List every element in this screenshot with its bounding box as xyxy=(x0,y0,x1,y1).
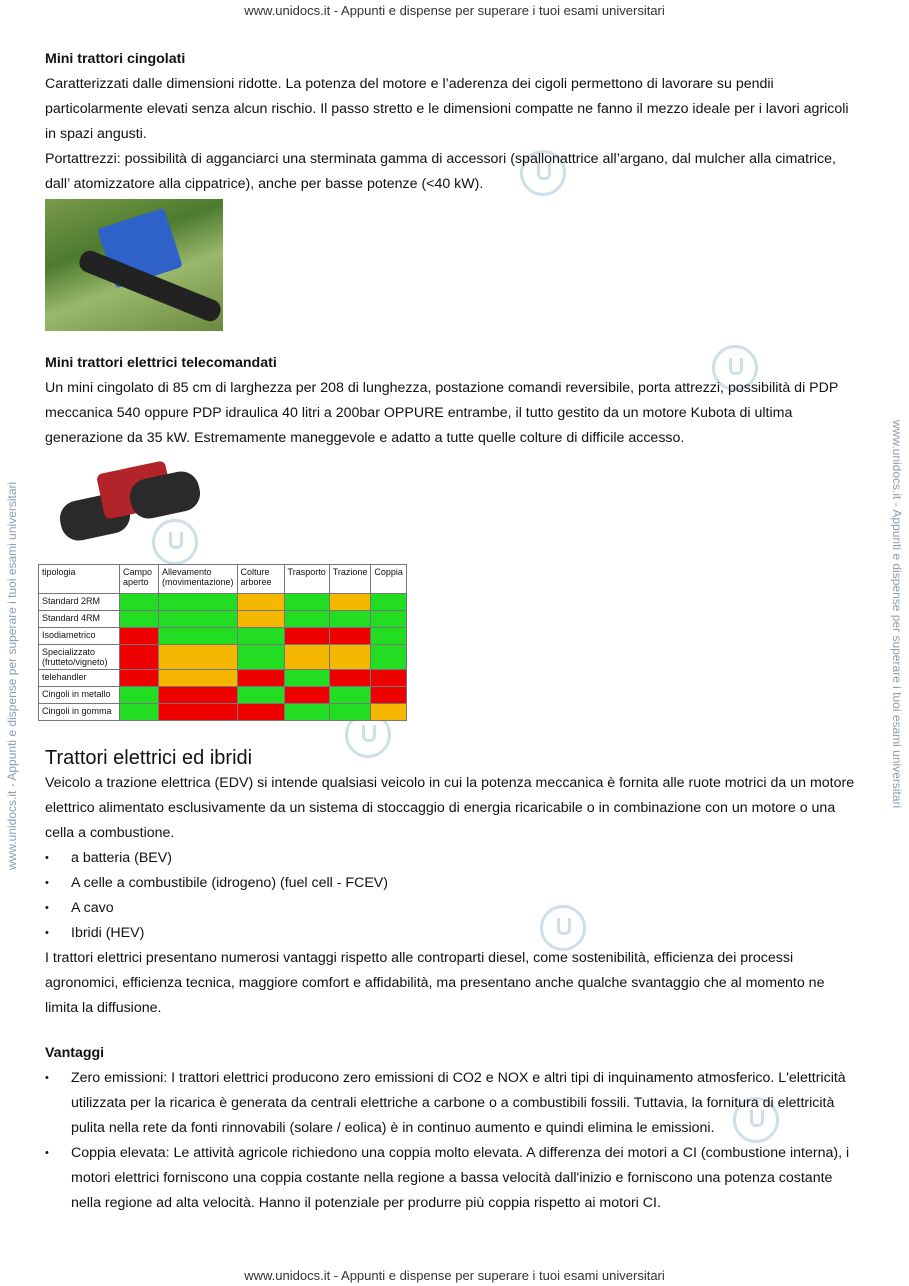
rating-cell-red xyxy=(284,687,329,704)
column-header: Coppia xyxy=(371,565,407,594)
paragraph: I trattori elettrici presentano numerosi vantaggi rispetto alle controparti diesel, come sostenibilità, efficienza dei processi agronomici, efficienza tecnica, maggiore comfort e affidabilità, ma presentano anche qualche svantaggio che al momento ne limita la diffusione. xyxy=(45,950,825,1016)
row-label: Specializzato (frutteto/vigneto) xyxy=(39,645,120,670)
rating-cell-green xyxy=(120,594,159,611)
table-header-row xyxy=(39,565,407,594)
rating-cell-yellow xyxy=(159,645,238,670)
paragraph: Un mini cingolato di 85 cm di larghezza per 208 di lunghezza, postazione comandi reversibile, porta attrezzi, possibilità di PDP meccanica 540 oppure PDP idraulica 40 litri a 200bar OPPURE entrambe, il tutto gestito da un motore Kubota di ultima generazione da 35 kW. Estremamente maneggevole e adatto a tutte quelle colture di difficile accesso. xyxy=(45,380,839,446)
rating-cell-green xyxy=(159,628,238,645)
section-title-mini-trattori-cingolati: Mini trattori cingolati xyxy=(45,51,186,67)
row-label: Cingoli in metallo xyxy=(39,687,120,704)
list-item: • Coppia elevata: Le attività agricole richiedono una coppia molto elevata. A differenza dei motori a CI (combustione interna), i motori elettrici forniscono una coppia costante nella regione a bassa velocità dall'inizio e forniscono una potenza costante nella regione ad alta velocità. Hanno il potenziale per produrre più coppia rispetto ai motori CI. xyxy=(45,1141,860,1216)
rating-cell-green xyxy=(237,645,284,670)
section-title-trattori-elettrici: Trattori elettrici ed ibridi xyxy=(45,747,253,769)
rating-cell-green xyxy=(120,687,159,704)
list-item: • A celle a combustibile (idrogeno) (fuel cell - FCEV) xyxy=(45,871,860,896)
bullet-list xyxy=(45,1066,860,1216)
rating-cell-green xyxy=(120,611,159,628)
rating-cell-red xyxy=(159,704,238,721)
list-item: • Ibridi (HEV) xyxy=(45,921,860,946)
rating-cell-green xyxy=(329,687,371,704)
table-row xyxy=(39,704,407,721)
rating-cell-green xyxy=(284,611,329,628)
rating-cell-red xyxy=(120,628,159,645)
rating-cell-yellow xyxy=(329,594,371,611)
list-item: • a batteria (BEV) xyxy=(45,846,860,871)
rating-cell-green xyxy=(371,594,407,611)
row-label: telehandler xyxy=(39,670,120,687)
section-title-mini-trattori-elettrici: Mini trattori elettrici telecomandati xyxy=(45,355,277,371)
table-row xyxy=(39,611,407,628)
rating-cell-green xyxy=(329,611,371,628)
rating-cell-green xyxy=(237,628,284,645)
page-footer: www.unidocs.it - Appunti e dispense per superare i tuoi esami universitari xyxy=(244,1268,665,1283)
rating-cell-green xyxy=(237,687,284,704)
rating-cell-yellow xyxy=(237,611,284,628)
document-body-lower xyxy=(45,745,860,1216)
suitability-matrix-table xyxy=(38,564,407,721)
list-item: • Zero emissioni: I trattori elettrici producono zero emissioni di CO2 e NOX e altri tipi di inquinamento atmosferico. L'elettricità utilizzata per la ricarica è generata da centrali elettriche a carbone o a combustibili fossili. Tuttavia, la fornitura di elettricità pulita nella rete da fonti rinnovabili (solare / eolica) è in continuo aumento e quindi elimina le emissioni. xyxy=(45,1066,860,1141)
rating-cell-green xyxy=(284,704,329,721)
bullet-list xyxy=(45,846,860,946)
table-row xyxy=(39,670,407,687)
column-header: Colture arboree xyxy=(237,565,284,594)
rating-cell-green xyxy=(159,594,238,611)
rating-cell-green xyxy=(284,594,329,611)
paragraph: Veicolo a trazione elettrica (EDV) si intende qualsiasi veicolo in cui la potenza meccanica è fornita alle ruote motrici da un motore elettrico alimentato esclusivamente da un sistema di stoccaggio di energia ricaricabile o in combinazione con un motore o una cella a combustione. xyxy=(45,775,855,841)
document-body xyxy=(45,47,860,555)
paragraph: Portattrezzi: possibilità di agganciarci una sterminata gamma di accessori (spallonattrice all’argano, dal mulcher alla cimatrice, dall’ atomizzatore alla cippatrice), anche per basse potenze (<40 kW). xyxy=(45,151,836,192)
column-header: Trasporto xyxy=(284,565,329,594)
row-label: Isodiametrico xyxy=(39,628,120,645)
rating-cell-green xyxy=(371,645,407,670)
remote-tractor-photo xyxy=(45,457,205,555)
rating-cell-red xyxy=(371,687,407,704)
rating-cell-yellow xyxy=(329,645,371,670)
table-row xyxy=(39,645,407,670)
column-header: Trazione xyxy=(329,565,371,594)
row-label: Cingoli in gomma xyxy=(39,704,120,721)
tracked-tractor-photo xyxy=(45,199,223,331)
paragraph: Caratterizzati dalle dimensioni ridotte. La potenza del motore e l’aderenza dei cigoli permettono di lavorare su pendii particolarmente elevati senza alcun rischio. Il passo stretto e le dimensioni compatte ne fanno il mezzo ideale per i lavori agricoli in spazi angusti. xyxy=(45,76,849,142)
rating-cell-red xyxy=(371,670,407,687)
rating-cell-red xyxy=(120,670,159,687)
table-row xyxy=(39,628,407,645)
rating-cell-yellow xyxy=(371,704,407,721)
rating-cell-yellow xyxy=(159,670,238,687)
rating-cell-yellow xyxy=(284,645,329,670)
rating-cell-red xyxy=(329,628,371,645)
rating-cell-green xyxy=(120,704,159,721)
rating-cell-red xyxy=(237,670,284,687)
rating-cell-green xyxy=(371,611,407,628)
rating-cell-green xyxy=(371,628,407,645)
rating-cell-red xyxy=(120,645,159,670)
row-label: Standard 2RM xyxy=(39,594,120,611)
rating-cell-green xyxy=(284,670,329,687)
rating-cell-green xyxy=(159,611,238,628)
rating-cell-red xyxy=(159,687,238,704)
side-watermark-right: www.unidocs.it - Appunti e dispense per superare i tuoi esami universitari xyxy=(890,420,904,809)
table-row xyxy=(39,594,407,611)
rating-cell-yellow xyxy=(237,594,284,611)
rating-cell-red xyxy=(284,628,329,645)
rating-cell-red xyxy=(237,704,284,721)
row-label: Standard 4RM xyxy=(39,611,120,628)
column-header: Campo aperto xyxy=(120,565,159,594)
table-row xyxy=(39,687,407,704)
section-title-vantaggi: Vantaggi xyxy=(45,1045,105,1061)
page-header: www.unidocs.it - Appunti e dispense per superare i tuoi esami universitari xyxy=(244,3,665,18)
rating-cell-red xyxy=(329,670,371,687)
column-header: Allevamento (movimentazione) xyxy=(159,565,238,594)
rating-cell-green xyxy=(329,704,371,721)
side-watermark-left: www.unidocs.it - Appunti e dispense per superare i tuoi esami universitari xyxy=(5,481,19,870)
list-item: • A cavo xyxy=(45,896,860,921)
column-header: tipologia xyxy=(39,565,120,594)
